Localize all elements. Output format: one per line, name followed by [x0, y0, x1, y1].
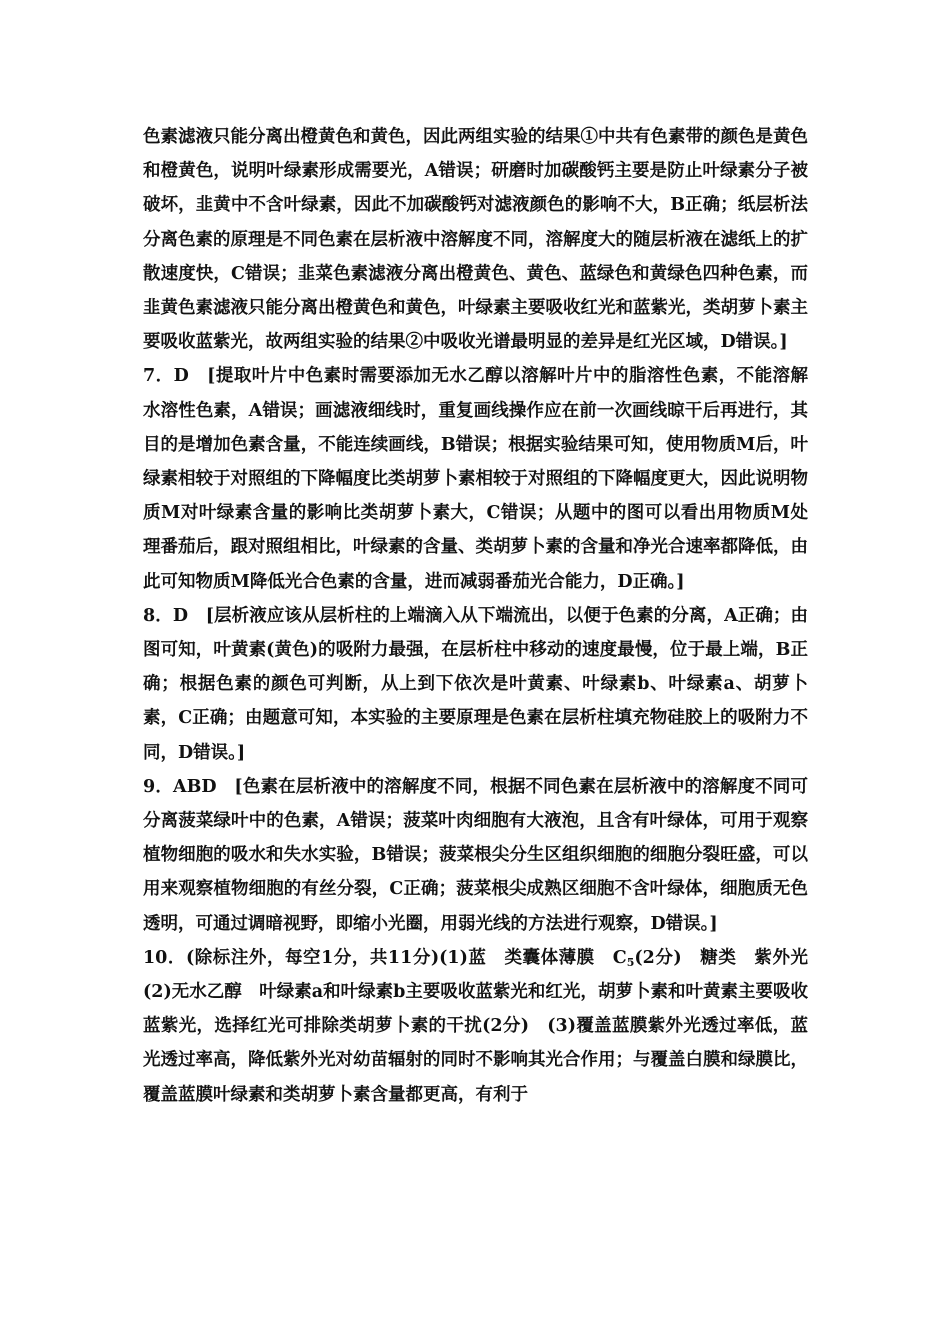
answer-7: 7．D [提取叶片中色素时需要添加无水乙醇以溶解叶片中的脂溶性色素，不能溶解水溶性色素，A错误；画滤液细线时，重复画线操作应在前一次画线晾干后再进行，其目的是增加色素含量，不能连续画线，B错误；根据实验结果可知，使用物质M后，叶绿素相较于对照组的下降幅度比类胡萝卜素相较于对照组的下降幅度更大，因此说明物质M对叶绿素含量的影响比类胡萝卜素大，C错误；从题中的图可以看出用物质M处理番茄后，跟对照组相比，叶绿素的含量、类胡萝卜素的含量和净光合速率都降低，由此可知物质M降低光合色素的含量，进而减弱番茄光合能力，D正确。] — [143, 366, 808, 592]
answer-9: 9．ABD [色素在层析液中的溶解度不同，根据不同色素在层析液中的溶解度不同可分离菠菜绿叶中的色素，A错误；菠菜叶肉细胞有大液泡，且含有叶绿体，可用于观察植物细胞的吸水和失水实验，B错误；菠菜根尖分生区组织细胞的细胞分裂旺盛，可以用来观察植物细胞的有丝分裂，C正确；菠菜根尖成熟区细胞不含叶绿体，细胞质无色透明，可通过调暗视野，即缩小光圈，用弱光线的方法进行观察，D错误。] — [143, 776, 808, 934]
answer-10-part-b: (2分) 糖类 紫外光 (2)无水乙醇 叶绿素a和叶绿素b主要吸收蓝紫光和红光，胡萝卜素和叶黄素主要吸收蓝紫光，选择红光可排除类胡萝卜素的干扰(2分) (3)覆盖蓝膜紫外光透过率低，蓝光透过率高，降低紫外光对幼苗辐射的同时不影响其光合作用；与覆盖白膜和绿膜比，覆盖蓝膜叶绿素和类胡萝卜素含量都更高，有利于 — [143, 947, 826, 1105]
c5-subscript: 5 — [626, 955, 635, 969]
answer-6-continued: 色素滤液只能分离出橙黄色和黄色，因此两组实验的结果①中共有色素带的颜色是黄色和橙黄色，说明叶绿素形成需要光，A错误；研磨时加碳酸钙主要是防止叶绿素分子被破坏，韭黄中不含叶绿素，因此不加碳酸钙对滤液颜色的影响不大，B正确；纸层析法分离色素的原理是不同色素在层析液中溶解度不同，溶解度大的随层析液在滤纸上的扩散速度快，C错误；韭菜色素滤液分离出橙黄色、黄色、蓝绿色和黄绿色四种色素，而韭黄色素滤液只能分离出橙黄色和黄色，叶绿素主要吸收红光和蓝紫光，类胡萝卜素主要吸收蓝紫光，故两组实验的结果②中吸收光谱最明显的差异是红光区域，D错误。] — [143, 127, 808, 353]
answer-10-part-a: 10．(除标注外，每空1分，共11分)(1)蓝 类囊体薄膜 C — [143, 947, 627, 968]
answer-10 — [143, 941, 826, 1112]
answer-8: 8．D [层析液应该从层析柱的上端滴入从下端流出，以便于色素的分离，A正确；由图可知，叶黄素(黄色)的吸附力最强，在层析柱中移动的速度最慢，位于最上端，B正确；根据色素的颜色可判断，从上到下依次是叶黄素、叶绿素b、叶绿素a、胡萝卜素，C正确；由题意可知，本实验的主要原理是色素在层析柱填充物硅胶上的吸附力不同，D错误。] — [143, 605, 808, 763]
answer-page — [143, 120, 826, 1112]
